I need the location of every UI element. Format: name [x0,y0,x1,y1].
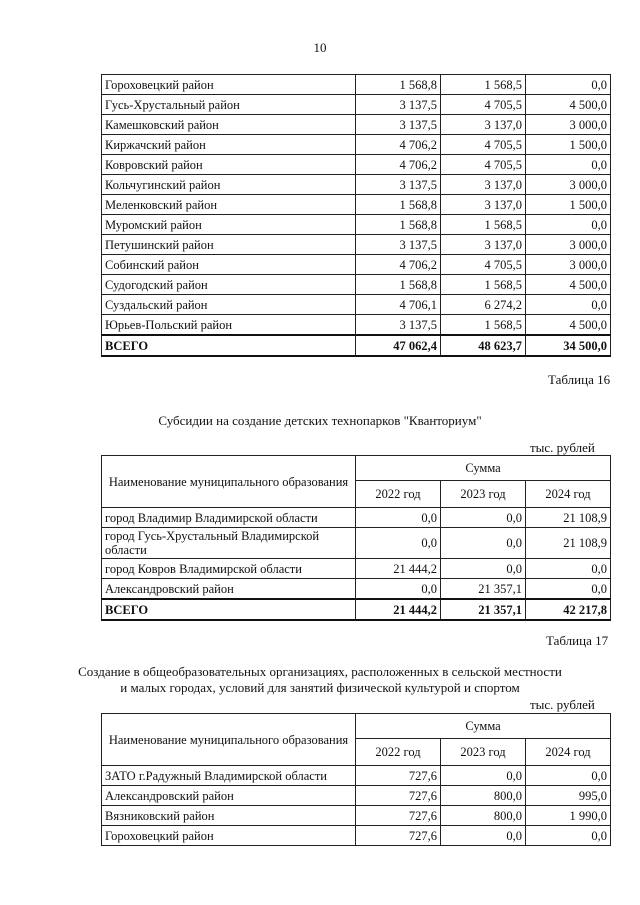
cell-2024: 0,0 [526,826,611,846]
cell-2023: 3 137,0 [441,175,526,195]
cell-2024: 1 500,0 [526,135,611,155]
table-17-year-2024: 2024 год [526,739,611,766]
cell-2024: 1 990,0 [526,806,611,826]
cell-name: ВСЕГО [102,335,356,356]
cell-2022: 727,6 [356,766,441,786]
cell-2024: 4 500,0 [526,315,611,336]
table-row [102,579,611,600]
cell-2024: 0,0 [526,155,611,175]
cell-2023: 6 274,2 [441,295,526,315]
table-row [102,826,611,846]
table-17 [101,713,611,846]
table-16-header-sum: Сумма [356,456,611,481]
cell-2023: 0,0 [441,508,526,528]
cell-2023: 0,0 [441,826,526,846]
cell-2023: 3 137,0 [441,115,526,135]
table-row [102,766,611,786]
cell-2023: 1 568,5 [441,75,526,95]
cell-2022: 4 706,2 [356,155,441,175]
table-16-year-2024: 2024 год [526,481,611,508]
cell-2024: 4 500,0 [526,275,611,295]
cell-name: город Гусь-Хрустальный Владимирской области [102,528,356,559]
cell-name: Петушинский район [102,235,356,255]
cell-name: город Ковров Владимирской области [102,559,356,579]
cell-2022: 0,0 [356,508,441,528]
total-row [102,599,611,620]
cell-2024: 0,0 [526,295,611,315]
cell-2024: 1 500,0 [526,195,611,215]
cell-name: Гороховецкий район [102,826,356,846]
cell-2023: 1 568,5 [441,215,526,235]
cell-2023: 4 705,5 [441,135,526,155]
table-row [102,806,611,826]
cell-name: Кольчугинский район [102,175,356,195]
cell-2023: 48 623,7 [441,335,526,356]
cell-name: Ковровский район [102,155,356,175]
cell-2022: 1 568,8 [356,215,441,235]
cell-2024: 995,0 [526,786,611,806]
cell-2024: 0,0 [526,559,611,579]
cell-2023: 0,0 [441,766,526,786]
cell-2022: 727,6 [356,826,441,846]
cell-name: Киржачский район [102,135,356,155]
cell-2023: 4 705,5 [441,255,526,275]
cell-2023: 4 705,5 [441,155,526,175]
table-17-year-2022: 2022 год [356,739,441,766]
cell-2023: 0,0 [441,559,526,579]
cell-2024: 3 000,0 [526,115,611,135]
table-row [102,115,611,135]
table-17-label: Таблица 17 [546,633,609,648]
cell-2022: 0,0 [356,528,441,559]
cell-2024: 0,0 [526,215,611,235]
cell-name: Меленковский район [102,195,356,215]
cell-2023: 0,0 [441,528,526,559]
table-row [102,295,611,315]
cell-2022: 47 062,4 [356,335,441,356]
table-17-title-line2: и малых городах, условий для занятий физической культурой и спортом [120,680,520,695]
cell-2022: 4 706,1 [356,295,441,315]
table-row [102,528,611,559]
table-17-year-2023: 2023 год [441,739,526,766]
cell-2022: 727,6 [356,806,441,826]
table-row [102,175,611,195]
table-row [102,255,611,275]
table-row [102,786,611,806]
table-row [102,75,611,95]
cell-2022: 1 568,8 [356,195,441,215]
cell-2022: 21 444,2 [356,559,441,579]
table-16-units: тыс. рублей [530,440,595,455]
cell-2023: 21 357,1 [441,599,526,620]
cell-2024: 34 500,0 [526,335,611,356]
table-row [102,135,611,155]
cell-2022: 3 137,5 [356,115,441,135]
cell-2023: 1 568,5 [441,275,526,295]
cell-2023: 1 568,5 [441,315,526,336]
cell-name: город Владимир Владимирской области [102,508,356,528]
cell-name: Камешковский район [102,115,356,135]
cell-2022: 3 137,5 [356,235,441,255]
cell-name: Гусь-Хрустальный район [102,95,356,115]
cell-2024: 0,0 [526,579,611,600]
table-16-title: Субсидии на создание детских технопарков "Кванториум" [158,413,482,428]
cell-2022: 4 706,2 [356,255,441,275]
cell-2023: 800,0 [441,786,526,806]
table-row [102,508,611,528]
table-row [102,215,611,235]
table-row [102,559,611,579]
cell-2024: 0,0 [526,766,611,786]
cell-2024: 21 108,9 [526,508,611,528]
total-row [102,335,611,356]
cell-2024: 3 000,0 [526,175,611,195]
cell-name: Вязниковский район [102,806,356,826]
table-16-label: Таблица 16 [548,372,611,387]
table-15 [101,74,611,357]
table-row [102,275,611,295]
cell-2023: 3 137,0 [441,235,526,255]
table-17-units: тыс. рублей [530,697,595,712]
cell-2022: 1 568,8 [356,75,441,95]
cell-2024: 21 108,9 [526,528,611,559]
cell-name: Собинский район [102,255,356,275]
cell-2023: 4 705,5 [441,95,526,115]
cell-name: ЗАТО г.Радужный Владимирской области [102,766,356,786]
cell-2024: 4 500,0 [526,95,611,115]
cell-2023: 21 357,1 [441,579,526,600]
table-row [102,315,611,336]
cell-2022: 3 137,5 [356,175,441,195]
cell-name: ВСЕГО [102,599,356,620]
cell-2022: 0,0 [356,579,441,600]
cell-2024: 3 000,0 [526,255,611,275]
cell-2024: 3 000,0 [526,235,611,255]
cell-2022: 3 137,5 [356,95,441,115]
cell-2024: 0,0 [526,75,611,95]
cell-name: Суздальский район [102,295,356,315]
cell-2023: 800,0 [441,806,526,826]
table-17-title-line1: Создание в общеобразовательных организациях, расположенных в сельской местности [78,664,562,679]
table-16-year-2022: 2022 год [356,481,441,508]
cell-name: Юрьев-Польский район [102,315,356,336]
cell-name: Александровский район [102,786,356,806]
table-row [102,195,611,215]
table-row [102,95,611,115]
cell-2022: 4 706,2 [356,135,441,155]
cell-2024: 42 217,8 [526,599,611,620]
cell-name: Александровский район [102,579,356,600]
cell-name: Гороховецкий район [102,75,356,95]
cell-2023: 3 137,0 [441,195,526,215]
page-number: 10 [313,40,327,55]
table-17-header-name: Наименование муниципального образования [102,714,356,766]
cell-name: Судогодский район [102,275,356,295]
cell-name: Муромский район [102,215,356,235]
cell-2022: 21 444,2 [356,599,441,620]
table-row [102,235,611,255]
table-17-header-sum: Сумма [356,714,611,739]
cell-2022: 727,6 [356,786,441,806]
table-16-header-name: Наименование муниципального образования [102,456,356,508]
table-16 [101,455,611,621]
table-row [102,155,611,175]
cell-2022: 1 568,8 [356,275,441,295]
table-16-year-2023: 2023 год [441,481,526,508]
cell-2022: 3 137,5 [356,315,441,336]
